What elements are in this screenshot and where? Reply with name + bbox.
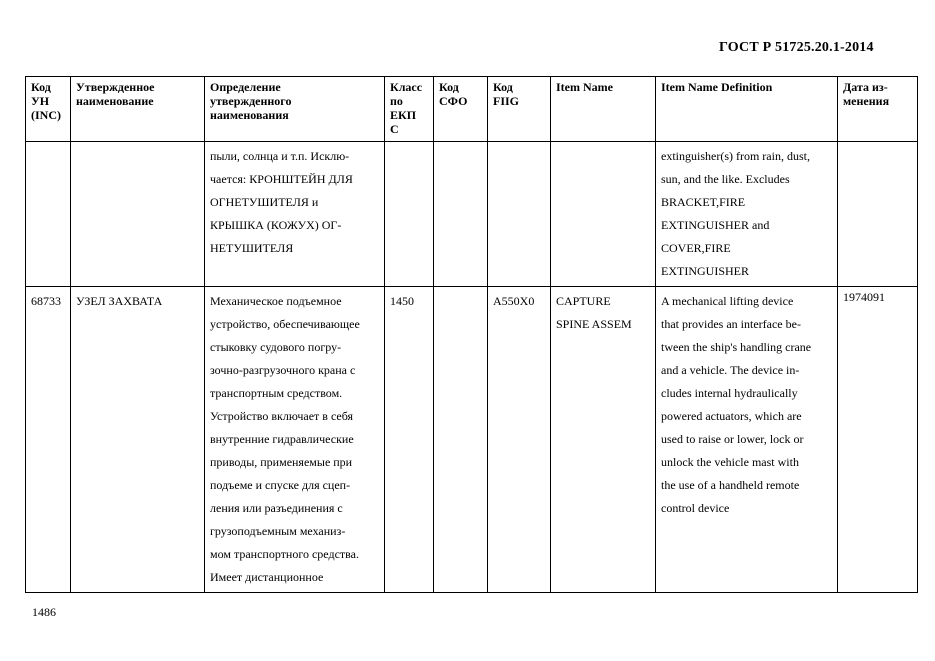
header-line: Код bbox=[493, 80, 513, 94]
header-line: наименование bbox=[76, 94, 154, 108]
cell-text: A550X0 bbox=[493, 294, 535, 308]
header-approved-name bbox=[71, 77, 205, 142]
cell-line: устройство, обеспечивающее bbox=[210, 317, 360, 331]
cell-line: подъеме и спуске для сцеп- bbox=[210, 478, 351, 492]
cell-line: COVER,FIRE bbox=[661, 241, 731, 255]
cell-line: ления или разъединения с bbox=[210, 501, 343, 515]
header-line: (INC) bbox=[31, 108, 61, 122]
cell-line: unlock the vehicle mast with bbox=[661, 455, 799, 469]
header-line: Класс bbox=[390, 80, 423, 94]
header-change-date bbox=[838, 77, 918, 142]
cell-line: CAPTURE bbox=[556, 294, 611, 308]
header-line: Код bbox=[31, 80, 51, 94]
cell-line: мом транспортного средства. bbox=[210, 547, 359, 561]
cell-line: powered actuators, which are bbox=[661, 409, 802, 423]
page-number: 1486 bbox=[32, 605, 56, 619]
header-line: Дата из- bbox=[843, 80, 888, 94]
cell-line: Механическое подъемное bbox=[210, 294, 342, 308]
header-line: менения bbox=[843, 94, 890, 108]
change-date-cell bbox=[838, 142, 918, 287]
header-fiig bbox=[488, 77, 551, 142]
cell-line: extinguisher(s) from rain, dust, bbox=[661, 149, 810, 163]
inc-cell bbox=[26, 142, 71, 287]
definition-ru-cell bbox=[205, 142, 385, 287]
cell-line: КРЫШКА (КОЖУХ) ОГ- bbox=[210, 218, 342, 232]
cell-line: used to raise or lower, lock or bbox=[661, 432, 804, 446]
header-class bbox=[385, 77, 434, 142]
header-line: С bbox=[390, 122, 399, 136]
cell-line: EXTINGUISHER and bbox=[661, 218, 770, 232]
header-line: СФО bbox=[439, 94, 468, 108]
inc-cell bbox=[26, 287, 71, 593]
cell-line: чается: КРОНШТЕЙН ДЛЯ bbox=[210, 172, 353, 186]
cell-line: the use of a handheld remote bbox=[661, 478, 800, 492]
table-header-row bbox=[26, 77, 918, 142]
header-sfo bbox=[434, 77, 488, 142]
header-line: Утвержденное bbox=[76, 80, 155, 94]
cell-line: SPINE ASSEM bbox=[556, 317, 632, 331]
table-row bbox=[26, 142, 918, 287]
header-line: Item Name Definition bbox=[661, 80, 773, 94]
cell-line: and a vehicle. The device in- bbox=[661, 363, 800, 377]
cell-line: внутренние гидравлические bbox=[210, 432, 354, 446]
cell-line: Имеет дистанционное bbox=[210, 570, 324, 584]
cell-text: 68733 bbox=[31, 294, 61, 308]
cell-line: пыли, солнца и т.п. Исклю- bbox=[210, 149, 350, 163]
definition-en-cell bbox=[656, 287, 838, 593]
table-row bbox=[26, 287, 918, 593]
definition-ru-cell bbox=[205, 287, 385, 593]
cell-line: стыковку судового погру- bbox=[210, 340, 342, 354]
item-name-cell bbox=[551, 287, 656, 593]
cell-line: cludes internal hydraulically bbox=[661, 386, 798, 400]
header-definition-en bbox=[656, 77, 838, 142]
header-line: наименования bbox=[210, 108, 289, 122]
catalog-table bbox=[25, 76, 918, 593]
class-cell bbox=[385, 287, 434, 593]
sfo-cell bbox=[434, 142, 488, 287]
header-line: Код bbox=[439, 80, 459, 94]
header-line: FIIG bbox=[493, 94, 520, 108]
header-line: Определение bbox=[210, 80, 281, 94]
cell-line: ОГНЕТУШИТЕЛЯ и bbox=[210, 195, 319, 209]
header-line: ЕКП bbox=[390, 108, 417, 122]
sfo-cell bbox=[434, 287, 488, 593]
header-inc bbox=[26, 77, 71, 142]
cell-text: 1974091 bbox=[843, 290, 885, 304]
cell-line: приводы, применяемые при bbox=[210, 455, 353, 469]
cell-line: грузоподъемным механиз- bbox=[210, 524, 346, 538]
cell-text: 1450 bbox=[390, 294, 414, 308]
cell-line: A mechanical lifting device bbox=[661, 294, 794, 308]
cell-line: зочно-разгрузочного крана с bbox=[210, 363, 356, 377]
approved-name-cell bbox=[71, 142, 205, 287]
document-standard-title: ГОСТ Р 51725.20.1-2014 bbox=[719, 40, 874, 55]
item-name-cell bbox=[551, 142, 656, 287]
header-line: Item Name bbox=[556, 80, 613, 94]
fiig-cell bbox=[488, 287, 551, 593]
cell-line: tween the ship's handling crane bbox=[661, 340, 812, 354]
class-cell bbox=[385, 142, 434, 287]
cell-line: control device bbox=[661, 501, 730, 515]
cell-line: транспортным средством. bbox=[210, 386, 343, 400]
header-line: утвержденного bbox=[210, 94, 292, 108]
cell-line: Устройство включает в себя bbox=[210, 409, 354, 423]
cell-line: that provides an interface be- bbox=[661, 317, 801, 331]
definition-en-cell bbox=[656, 142, 838, 287]
change-date-cell bbox=[838, 287, 918, 593]
cell-line: НЕТУШИТЕЛЯ bbox=[210, 241, 294, 255]
header-line: по bbox=[390, 94, 403, 108]
cell-line: sun, and the like. Excludes bbox=[661, 172, 790, 186]
header-definition-ru bbox=[205, 77, 385, 142]
fiig-cell bbox=[488, 142, 551, 287]
cell-text: УЗЕЛ ЗАХВАТА bbox=[76, 294, 163, 308]
cell-line: BRACKET,FIRE bbox=[661, 195, 746, 209]
cell-line: EXTINGUISHER bbox=[661, 264, 749, 278]
header-line: УН bbox=[31, 94, 50, 108]
approved-name-cell bbox=[71, 287, 205, 593]
header-item-name bbox=[551, 77, 656, 142]
